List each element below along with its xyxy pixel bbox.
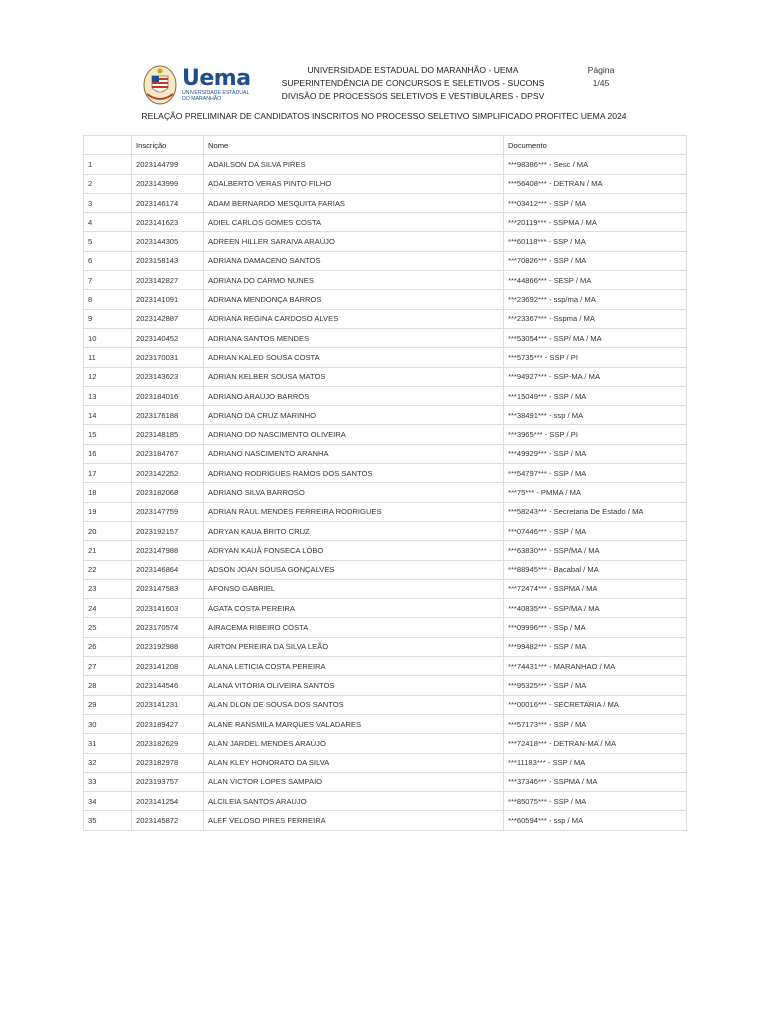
inscricao-cell: 2023193757: [132, 772, 204, 791]
row-number: 8: [84, 290, 132, 309]
row-number: 9: [84, 309, 132, 328]
inscricao-cell: 2023189427: [132, 714, 204, 733]
documento-cell: ***20119*** - SSPMA / MA: [504, 213, 687, 232]
table-row: [84, 425, 687, 444]
documento-cell: ***03412*** - SSP / MA: [504, 193, 687, 212]
row-number: 2: [84, 174, 132, 193]
column-header-nome: Nome: [204, 136, 504, 155]
table-header-row: [84, 136, 687, 155]
header-line-1: UNIVERSIDADE ESTADUAL DO MARANHÃO - UEMA: [307, 65, 519, 75]
row-number: 5: [84, 232, 132, 251]
row-number: 3: [84, 193, 132, 212]
table-row: [84, 271, 687, 290]
nome-cell: ALCILEIA SANTOS ARAUJO: [204, 792, 504, 811]
table-row: [84, 213, 687, 232]
row-number: 14: [84, 406, 132, 425]
nome-cell: ADALBERTO VERAS PINTO FILHO: [204, 174, 504, 193]
nome-cell: AIRTON PEREIRA DA SILVA LEÃO: [204, 637, 504, 656]
brand-name: Uema: [182, 66, 251, 91]
nome-cell: ALEF VELOSO PIRES FERREIRA: [204, 811, 504, 830]
nome-cell: ADRIANO RODRIGUES RAMOS DOS SANTOS: [204, 464, 504, 483]
documento-cell: ***75*** - PMMA / MA: [504, 483, 687, 502]
inscricao-cell: 2023142827: [132, 271, 204, 290]
table-row: [84, 309, 687, 328]
table-row: [84, 502, 687, 521]
documento-cell: ***3965*** - SSP / PI: [504, 425, 687, 444]
inscricao-cell: 2023140452: [132, 328, 204, 347]
table-row: [84, 676, 687, 695]
documento-cell: ***56408*** - DETRAN / MA: [504, 174, 687, 193]
nome-cell: ADRIANA REGINA CARDOSO ALVES: [204, 309, 504, 328]
inscricao-cell: 2023141231: [132, 695, 204, 714]
documento-cell: ***94927*** - SSP-MA / MA: [504, 367, 687, 386]
nome-cell: ALANA LETICIA COSTA PEREIRA: [204, 657, 504, 676]
row-number: 10: [84, 328, 132, 347]
inscricao-cell: 2023147583: [132, 579, 204, 598]
inscricao-cell: 2023182068: [132, 483, 204, 502]
documento-cell: ***58243*** - Secretaria De Estado / MA: [504, 502, 687, 521]
inscricao-cell: 2023143623: [132, 367, 204, 386]
inscricao-cell: 2023184016: [132, 386, 204, 405]
nome-cell: ADAILSON DA SILVA PIRES: [204, 155, 504, 174]
inscricao-cell: 2023141623: [132, 213, 204, 232]
inscricao-cell: 2023184767: [132, 444, 204, 463]
nome-cell: ADRIANO DA CRUZ MARINHO: [204, 406, 504, 425]
inscricao-cell: 2023144305: [132, 232, 204, 251]
nome-cell: ADRIANO NASCIMENTO ARANHA: [204, 444, 504, 463]
table-row: [84, 251, 687, 270]
row-number: 20: [84, 521, 132, 540]
row-number: 15: [84, 425, 132, 444]
page-label: Página: [587, 65, 615, 75]
documento-cell: ***11183*** - SSP / MA: [504, 753, 687, 772]
row-number: 28: [84, 676, 132, 695]
inscricao-cell: 2023141254: [132, 792, 204, 811]
row-number: 19: [84, 502, 132, 521]
table-row: [84, 560, 687, 579]
nome-cell: ADRIANA DO CARMO NUNES: [204, 271, 504, 290]
row-number: 7: [84, 271, 132, 290]
row-number: 21: [84, 541, 132, 560]
table-row: [84, 386, 687, 405]
table-row: [84, 290, 687, 309]
row-number: 35: [84, 811, 132, 830]
header-line-3: DIVISÃO DE PROCESSOS SELETIVOS E VESTIBULARES - DPSV: [281, 91, 545, 101]
documento-cell: ***85075*** - SSP / MA: [504, 792, 687, 811]
nome-cell: AIRACEMA RIBEIRO COSTA: [204, 618, 504, 637]
row-number: 6: [84, 251, 132, 270]
documento-cell: ***99482*** - SSP / MA: [504, 637, 687, 656]
row-number: 29: [84, 695, 132, 714]
nome-cell: ALAN VICTOR LOPES SAMPAIO: [204, 772, 504, 791]
documento-cell: ***53054*** - SSP/ MA / MA: [504, 328, 687, 347]
candidates-table: [83, 135, 687, 831]
nome-cell: ADRIANO DO NASCIMENTO OLIVEIRA: [204, 425, 504, 444]
documento-cell: ***23367*** - Sspma / MA: [504, 309, 687, 328]
row-number: 16: [84, 444, 132, 463]
table-row: [84, 464, 687, 483]
table-row: [84, 734, 687, 753]
table-row: [84, 579, 687, 598]
row-number: 27: [84, 657, 132, 676]
table-row: [84, 483, 687, 502]
documento-cell: ***63830*** - SSP/MA / MA: [504, 541, 687, 560]
documento-cell: ***07446*** - SSP / MA: [504, 521, 687, 540]
table-row: [84, 792, 687, 811]
table-row: [84, 521, 687, 540]
documento-cell: ***74431*** - MARANHAO / MA: [504, 657, 687, 676]
row-number: 18: [84, 483, 132, 502]
inscricao-cell: 2023145872: [132, 811, 204, 830]
document-title: RELAÇÃO PRELIMINAR DE CANDIDATOS INSCRITOS NO PROCESSO SELETIVO SIMPLIFICADO PROFITEC UEMA 2024: [141, 111, 627, 121]
documento-cell: ***44866*** - SESP / MA: [504, 271, 687, 290]
row-number: 32: [84, 753, 132, 772]
row-number: 23: [84, 579, 132, 598]
table-row: [84, 618, 687, 637]
header-line-2: SUPERINTENDÊNCIA DE CONCURSOS E SELETIVOS - SUCONS: [281, 78, 545, 88]
nome-cell: ADIEL CARLOS GOMES COSTA: [204, 213, 504, 232]
row-number: 25: [84, 618, 132, 637]
documento-cell: ***15049*** - SSP / MA: [504, 386, 687, 405]
inscricao-cell: 2023170574: [132, 618, 204, 637]
inscricao-cell: 2023142887: [132, 309, 204, 328]
documento-cell: ***40835*** - SSP/MA / MA: [504, 599, 687, 618]
documento-cell: ***37346*** - SSPMA / MA: [504, 772, 687, 791]
row-number: 30: [84, 714, 132, 733]
row-number: 33: [84, 772, 132, 791]
table-row: [84, 174, 687, 193]
inscricao-cell: 2023170031: [132, 348, 204, 367]
row-number: 24: [84, 599, 132, 618]
table-row: [84, 637, 687, 656]
table-row: [84, 367, 687, 386]
table-row: [84, 232, 687, 251]
row-number: 34: [84, 792, 132, 811]
documento-cell: ***23692*** - ssp/ma / MA: [504, 290, 687, 309]
table-row: [84, 657, 687, 676]
nome-cell: ADAM BERNARDO MESQUITA FARIAS: [204, 193, 504, 212]
nome-cell: ADRIAN KELBER SOUSA MATOS: [204, 367, 504, 386]
row-number: 1: [84, 155, 132, 174]
documento-cell: ***98386*** - Sesc / MA: [504, 155, 687, 174]
documento-cell: ***5735*** - SSP / PI: [504, 348, 687, 367]
table-row: [84, 328, 687, 347]
documento-cell: ***95325*** - SSP / MA: [504, 676, 687, 695]
table-row: [84, 772, 687, 791]
row-number: 11: [84, 348, 132, 367]
inscricao-cell: 2023176188: [132, 406, 204, 425]
documento-cell: ***49929*** - SSP / MA: [504, 444, 687, 463]
nome-cell: ADRIANA MENDONÇA BARROS: [204, 290, 504, 309]
row-number: 17: [84, 464, 132, 483]
nome-cell: ADREEN HILLER SARAIVA ARAÚJO: [204, 232, 504, 251]
nome-cell: AFONSO GABRIEL: [204, 579, 504, 598]
inscricao-cell: 2023192988: [132, 637, 204, 656]
inscricao-cell: 2023146174: [132, 193, 204, 212]
brand-subtitle-2: DO MARANHÃO: [182, 96, 222, 102]
brand-block: [182, 68, 251, 102]
documento-cell: ***57173*** - SSP / MA: [504, 714, 687, 733]
table-row: [84, 155, 687, 174]
table-row: [84, 714, 687, 733]
inscricao-cell: 2023144546: [132, 676, 204, 695]
table-row: [84, 695, 687, 714]
nome-cell: ADRIAN KALED SOUSA COSTA: [204, 348, 504, 367]
inscricao-cell: 2023141091: [132, 290, 204, 309]
inscricao-cell: 2023144799: [132, 155, 204, 174]
column-header-index: [84, 136, 132, 155]
nome-cell: ALANE RANSMILA MARQUES VALADARES: [204, 714, 504, 733]
inscricao-cell: 2023146864: [132, 560, 204, 579]
inscricao-cell: 2023148185: [132, 425, 204, 444]
inscricao-cell: 2023158143: [132, 251, 204, 270]
row-number: 13: [84, 386, 132, 405]
table-row: [84, 444, 687, 463]
column-header-inscricao: Inscrição: [132, 136, 204, 155]
nome-cell: ALAN KLEY HONORATO DA SILVA: [204, 753, 504, 772]
nome-cell: ADRYAN KAUA BRITO CRUZ: [204, 521, 504, 540]
nome-cell: ADRIANA DAMACENO SANTOS: [204, 251, 504, 270]
table-row: [84, 406, 687, 425]
table-row: [84, 541, 687, 560]
table-row: [84, 599, 687, 618]
documento-cell: ***72474*** - SSPMA / MA: [504, 579, 687, 598]
row-number: 26: [84, 637, 132, 656]
row-number: 4: [84, 213, 132, 232]
row-number: 31: [84, 734, 132, 753]
documento-cell: ***88945*** - Bacabal / MA: [504, 560, 687, 579]
page-indicator: [578, 64, 624, 90]
documento-cell: ***00016*** - SECRETARIA / MA: [504, 695, 687, 714]
page-number: 1/45: [592, 78, 610, 88]
inscricao-cell: 2023182978: [132, 753, 204, 772]
nome-cell: ADSON JOAN SOUSA GONÇALVES: [204, 560, 504, 579]
documento-cell: ***54797*** - SSP / MA: [504, 464, 687, 483]
nome-cell: ADRYAN KAUÃ FONSECA LÔBO: [204, 541, 504, 560]
nome-cell: ALANA VITÓRIA OLIVEIRA SANTOS: [204, 676, 504, 695]
row-number: 12: [84, 367, 132, 386]
table-row: [84, 811, 687, 830]
inscricao-cell: 2023141208: [132, 657, 204, 676]
inscricao-cell: 2023143999: [132, 174, 204, 193]
university-seal-icon: [143, 64, 177, 106]
column-header-documento: Documento: [504, 136, 687, 155]
documento-cell: ***09996*** - SSp / MA: [504, 618, 687, 637]
table-row: [84, 753, 687, 772]
nome-cell: ADRIANO SILVA BARROSO: [204, 483, 504, 502]
documento-cell: ***70826*** - SSP / MA: [504, 251, 687, 270]
uema-logo: [143, 63, 258, 107]
nome-cell: ALAN JARDEL MENDES ARAÚJO: [204, 734, 504, 753]
documento-cell: ***60118*** - SSP / MA: [504, 232, 687, 251]
table-row: [84, 348, 687, 367]
documento-cell: ***60594*** - ssp / MA: [504, 811, 687, 830]
institution-header: [268, 64, 558, 103]
documento-cell: ***38491*** - ssp / MA: [504, 406, 687, 425]
nome-cell: ADRIANA SANTOS MENDES: [204, 328, 504, 347]
nome-cell: ÁGATA COSTA PEREIRA: [204, 599, 504, 618]
table-row: [84, 193, 687, 212]
brand-subtitle-1: UNIVERSIDADE ESTADUAL: [182, 90, 250, 96]
nome-cell: ADRIAN RAUL MENDES FERREIRA RODRIGUES: [204, 502, 504, 521]
documento-cell: ***72418*** - DETRAN-MA / MA: [504, 734, 687, 753]
row-number: 22: [84, 560, 132, 579]
nome-cell: ADRIANO ARAUJO BARROS: [204, 386, 504, 405]
nome-cell: ALAN DLON DE SOUSA DOS SANTOS: [204, 695, 504, 714]
inscricao-cell: 2023182629: [132, 734, 204, 753]
inscricao-cell: 2023142252: [132, 464, 204, 483]
inscricao-cell: 2023147759: [132, 502, 204, 521]
inscricao-cell: 2023141603: [132, 599, 204, 618]
inscricao-cell: 2023147988: [132, 541, 204, 560]
inscricao-cell: 2023192157: [132, 521, 204, 540]
